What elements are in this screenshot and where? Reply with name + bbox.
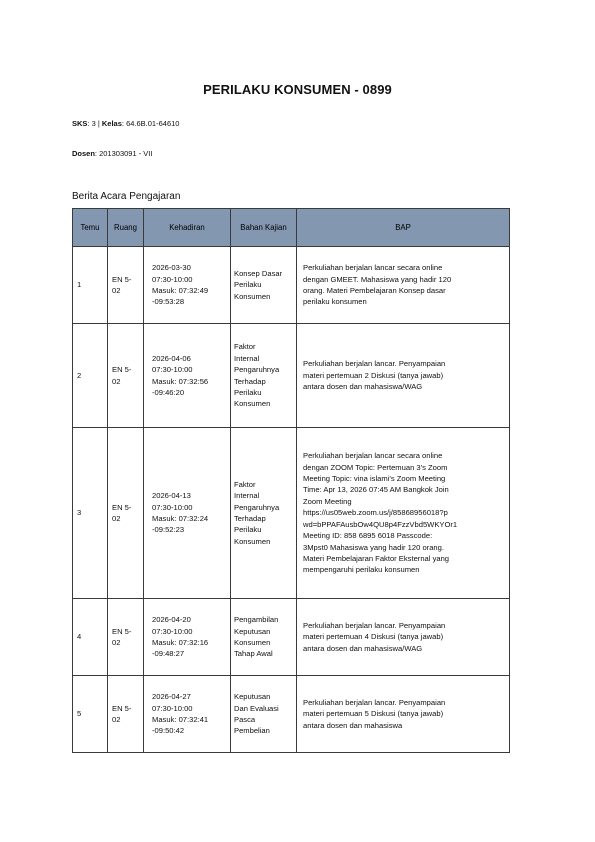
kelas-label: Kelas bbox=[101, 119, 122, 128]
cell-bap: Perkuliahan berjalan lancar. Penyampaian materi pertemuan 5 Diskusi (tanya jawab) antara dosen dan mahasiswa bbox=[297, 676, 510, 753]
section-title: Berita Acara Pengajaran bbox=[72, 191, 181, 202]
table-row bbox=[73, 599, 510, 676]
sks-label: SKS bbox=[72, 119, 88, 128]
lecturer-info bbox=[72, 149, 152, 158]
header-kehadiran: Kehadiran bbox=[144, 209, 231, 247]
dosen-label: Dosen bbox=[72, 149, 95, 158]
course-info bbox=[72, 119, 179, 128]
attendance-table bbox=[72, 208, 510, 753]
cell-temu: 3 bbox=[73, 428, 108, 599]
cell-temu: 5 bbox=[73, 676, 108, 753]
cell-temu: 1 bbox=[73, 247, 108, 324]
sks-value: : 3 | bbox=[87, 119, 102, 128]
page-title: PERILAKU KONSUMEN - 0899 bbox=[203, 82, 392, 97]
cell-ruang: EN 5- 02 bbox=[108, 676, 144, 753]
cell-bahan-kajian: Pengambilan Keputusan Konsumen Tahap Awal bbox=[231, 599, 297, 676]
cell-bahan-kajian: Faktor Internal Pengaruhnya Terhadap Perilaku Konsumen bbox=[231, 428, 297, 599]
cell-bahan-kajian: Keputusan Dan Evaluasi Pasca Pembelian bbox=[231, 676, 297, 753]
cell-kehadiran: 2026-04-27 07:30-10:00 Masuk: 07:32:41 -09:50:42 bbox=[144, 676, 231, 753]
table-header-row bbox=[73, 209, 510, 247]
cell-temu: 4 bbox=[73, 599, 108, 676]
cell-bap: Perkuliahan berjalan lancar secara online dengan GMEET. Mahasiswa yang hadir 120 orang. Materi Pembelajaran Konsep dasar perilaku konsumen bbox=[297, 247, 510, 324]
cell-kehadiran: 2026-04-20 07:30-10:00 Masuk: 07:32:16 -09:48:27 bbox=[144, 599, 231, 676]
cell-kehadiran: 2026-04-06 07:30-10:00 Masuk: 07:32:56 -09:46:20 bbox=[144, 324, 231, 428]
cell-ruang: EN 5- 02 bbox=[108, 324, 144, 428]
header-temu: Temu bbox=[73, 209, 108, 247]
dosen-value: : 201303091 - VII bbox=[94, 149, 153, 158]
cell-bahan-kajian: Faktor Internal Pengaruhnya Terhadap Perilaku Konsumen bbox=[231, 324, 297, 428]
cell-bap: Perkuliahan berjalan lancar. Penyampaian materi pertemuan 4 Diskusi (tanya jawab) antara dosen dan mahasiswa/WAG bbox=[297, 599, 510, 676]
table-row bbox=[73, 324, 510, 428]
header-ruang: Ruang bbox=[108, 209, 144, 247]
header-bap: BAP bbox=[297, 209, 510, 247]
table-row bbox=[73, 428, 510, 599]
cell-ruang: EN 5- 02 bbox=[108, 599, 144, 676]
kelas-value: : 64.6B.01-64610 bbox=[121, 119, 180, 128]
table-row bbox=[73, 676, 510, 753]
cell-bap: Perkuliahan berjalan lancar. Penyampaian materi pertemuan 2 Diskusi (tanya jawab) antara dosen dan mahasiswa/WAG bbox=[297, 324, 510, 428]
cell-temu: 2 bbox=[73, 324, 108, 428]
cell-ruang: EN 5- 02 bbox=[108, 428, 144, 599]
cell-kehadiran: 2026-04-13 07:30-10:00 Masuk: 07:32:24 -09:52:23 bbox=[144, 428, 231, 599]
cell-bap: Perkuliahan berjalan lancar secara online dengan ZOOM Topic: Pertemuan 3's Zoom Meeting Topic: vina islami's Zoom Meeting Time: Apr 13, 2026 07:45 AM Bangkok Join Zoom Meeting https://us05web.zoom.us/j/85868956018?p wd=bPPAFAusbOw4QU8p4FzzVbd5WKYOr1 Meeting ID: 858 6895 6018 Passcode: 3Mpst0 Mahasiswa yang hadir 120 orang. Materi Pembelajaran Faktor Eksternal yang mempengaruhi perilaku konsumen bbox=[297, 428, 510, 599]
cell-kehadiran: 2026-03-30 07:30-10:00 Masuk: 07:32:49 -09:53:28 bbox=[144, 247, 231, 324]
header-bahan-kajian: Bahan Kajian bbox=[231, 209, 297, 247]
cell-bahan-kajian: Konsep Dasar Perilaku Konsumen bbox=[231, 247, 297, 324]
table-row bbox=[73, 247, 510, 324]
cell-ruang: EN 5- 02 bbox=[108, 247, 144, 324]
